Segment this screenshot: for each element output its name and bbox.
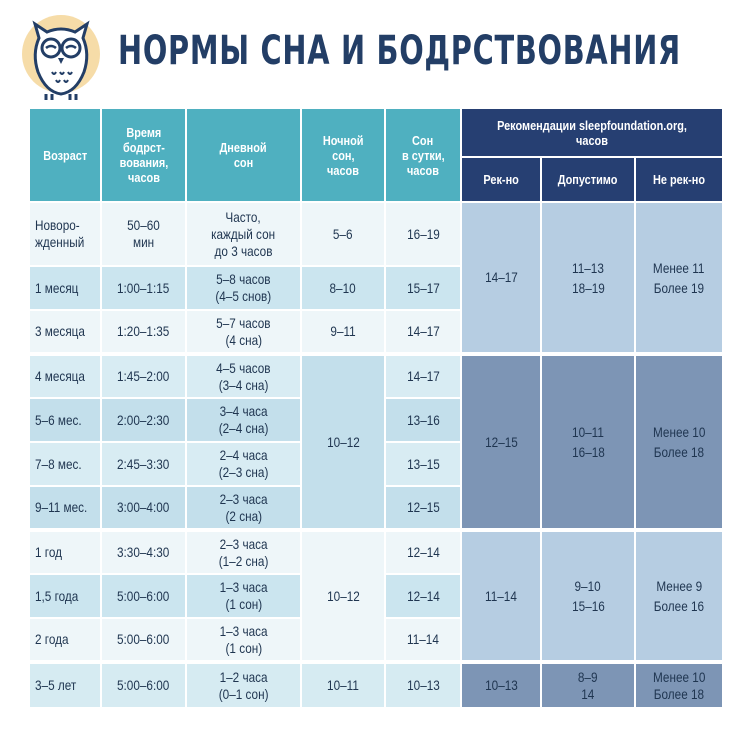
wake-cell: 50–60 мин [101, 202, 186, 266]
header-night-sleep: Ночной сон, часов [301, 108, 385, 202]
wake-cell: 1:00–1:15 [101, 266, 186, 310]
header-recommendations: Рекомендации sleepfoundation.org, часов [461, 108, 723, 157]
allowed-cell: 10–11 16–18 [541, 354, 635, 530]
age-cell: 4 месяца [29, 354, 101, 398]
day-sleep-cell: 2–4 часа (2–3 сна) [186, 442, 301, 486]
total-sleep-cell: 14–17 [385, 354, 461, 398]
day-sleep-cell: 1–2 часа (0–1 сон) [186, 662, 301, 708]
rec-cell: 10–13 [461, 662, 541, 708]
rec-cell: 11–14 [461, 530, 541, 662]
day-sleep-cell: 1–3 часа (1 сон) [186, 618, 301, 662]
age-cell: 2 года [29, 618, 101, 662]
age-cell: 5–6 мес. [29, 398, 101, 442]
total-sleep-cell: 12–15 [385, 486, 461, 530]
age-cell: 3–5 лет [29, 662, 101, 708]
age-cell: 1,5 года [29, 574, 101, 618]
age-cell: 3 месяца [29, 310, 101, 354]
not-rec-cell: Менее 11 Более 19 [635, 202, 723, 354]
night-sleep-cell: 10–12 [301, 354, 385, 530]
wake-cell: 5:00–6:00 [101, 662, 186, 708]
header-day-sleep: Дневной сон [186, 108, 301, 202]
day-sleep-cell: 3–4 часа (2–4 сна) [186, 398, 301, 442]
night-sleep-cell: 5–6 [301, 202, 385, 266]
total-sleep-cell: 13–15 [385, 442, 461, 486]
day-sleep-cell: 4–5 часов (3–4 сна) [186, 354, 301, 398]
wake-cell: 3:30–4:30 [101, 530, 186, 574]
header-row-1 [29, 108, 723, 157]
table-row [29, 662, 723, 708]
age-cell: 1 год [29, 530, 101, 574]
page-title: НОРМЫ СНА И БОДРСТВОВАНИЯ [118, 28, 681, 74]
day-sleep-cell: 5–8 часов (4–5 снов) [186, 266, 301, 310]
total-sleep-cell: 15–17 [385, 266, 461, 310]
total-sleep-cell: 11–14 [385, 618, 461, 662]
not-rec-cell: Менее 10 Более 18 [635, 662, 723, 708]
wake-cell: 1:45–2:00 [101, 354, 186, 398]
age-cell: 7–8 мес. [29, 442, 101, 486]
wake-cell: 5:00–6:00 [101, 618, 186, 662]
sleep-norms-table [28, 107, 724, 709]
night-sleep-cell: 10–12 [301, 530, 385, 662]
wake-cell: 1:20–1:35 [101, 310, 186, 354]
night-sleep-cell: 8–10 [301, 266, 385, 310]
header-allowed: Допустимо [541, 157, 635, 202]
day-sleep-cell: 2–3 часа (2 сна) [186, 486, 301, 530]
wake-cell: 2:00–2:30 [101, 398, 186, 442]
total-sleep-cell: 13–16 [385, 398, 461, 442]
table-row [29, 202, 723, 266]
day-sleep-cell: 2–3 часа (1–2 сна) [186, 530, 301, 574]
night-sleep-cell: 10–11 [301, 662, 385, 708]
rec-cell: 14–17 [461, 202, 541, 354]
allowed-cell: 8–9 14 [541, 662, 635, 708]
day-sleep-cell: Часто, каждый сон до 3 часов [186, 202, 301, 266]
header-wake: Время бодрст- вования, часов [101, 108, 186, 202]
allowed-cell: 11–13 18–19 [541, 202, 635, 354]
age-cell: Новоро- жденный [29, 202, 101, 266]
day-sleep-cell: 5–7 часов (4 сна) [186, 310, 301, 354]
night-sleep-cell: 9–11 [301, 310, 385, 354]
total-sleep-cell: 12–14 [385, 530, 461, 574]
wake-cell: 3:00–4:00 [101, 486, 186, 530]
table-row [29, 354, 723, 398]
total-sleep-cell: 14–17 [385, 310, 461, 354]
header [0, 0, 750, 100]
total-sleep-cell: 16–19 [385, 202, 461, 266]
not-rec-cell: Менее 10 Более 18 [635, 354, 723, 530]
total-sleep-cell: 12–14 [385, 574, 461, 618]
header-total-sleep: Сон в сутки, часов [385, 108, 461, 202]
day-sleep-cell: 1–3 часа (1 сон) [186, 574, 301, 618]
total-sleep-cell: 10–13 [385, 662, 461, 708]
allowed-cell: 9–10 15–16 [541, 530, 635, 662]
header-not-rec: Не рек-но [635, 157, 723, 202]
rec-cell: 12–15 [461, 354, 541, 530]
age-cell: 1 месяц [29, 266, 101, 310]
header-age: Возраст [29, 108, 101, 202]
wake-cell: 2:45–3:30 [101, 442, 186, 486]
table-row [29, 530, 723, 574]
not-rec-cell: Менее 9 Более 16 [635, 530, 723, 662]
age-cell: 9–11 мес. [29, 486, 101, 530]
owl-icon [22, 14, 100, 100]
header-rec: Рек-но [461, 157, 541, 202]
wake-cell: 5:00–6:00 [101, 574, 186, 618]
